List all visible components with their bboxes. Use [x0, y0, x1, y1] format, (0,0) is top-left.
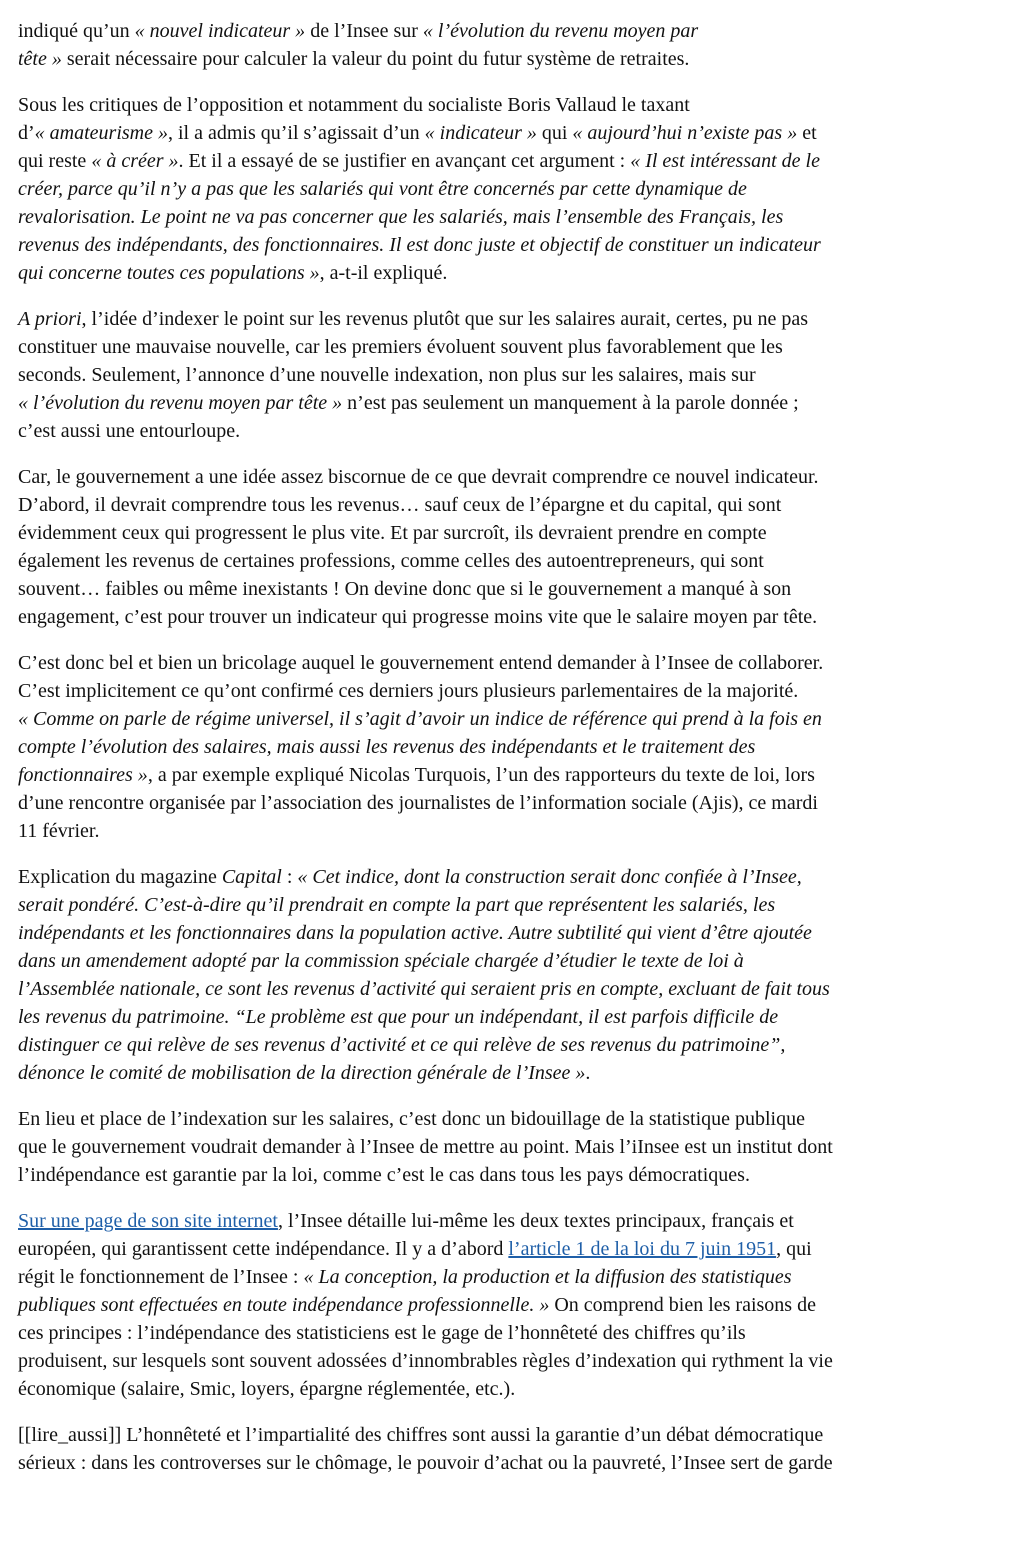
italic-text: « La conception, la production et la diffusion des statistiques	[303, 1266, 792, 1288]
paragraph	[18, 863, 1016, 1087]
text-run: européen, qui garantissent cette indépendance. Il y a d’abord	[18, 1238, 509, 1260]
italic-text: A priori	[18, 308, 82, 330]
inline-link[interactable]: l’article 1 de la loi du 7 juin 1951	[508, 1238, 777, 1260]
italic-text: indépendants et les fonctionnaires dans la population active. Autre subtilité qui vient d’être ajoutée	[18, 922, 812, 944]
text-run: sérieux : dans les controverses sur le chômage, le pouvoir d’achat ou la pauvreté, l’Insee sert de garde	[18, 1452, 833, 1474]
paragraph	[18, 463, 1016, 631]
paragraph	[18, 1105, 1016, 1189]
text-run: produisent, sur lesquels sont souvent adossées d’innombrables règles d’indexation qui rythment la vie	[18, 1350, 833, 1372]
italic-text: « Cet indice, dont la construction serait donc confiée à l’Insee,	[297, 866, 802, 888]
italic-text: qui concerne toutes ces populations »	[18, 262, 320, 284]
italic-text: « aujourd’hui n’existe pas »	[572, 122, 798, 144]
text-run: [[lire_aussi]] L’honnêteté et l’impartialité des chiffres sont aussi la garantie d’un débat démocratique	[18, 1424, 824, 1446]
text-run: économique (salaire, Smic, loyers, épargne réglementée, etc.).	[18, 1378, 516, 1400]
italic-text: « à créer »	[91, 150, 179, 172]
italic-text: dénonce le comité de mobilisation de la direction générale de l’Insee »	[18, 1062, 586, 1084]
italic-text: revalorisation. Le point ne va pas concerner que les salariés, mais l’ensemble des Français, les	[18, 206, 784, 228]
text-run: D’abord, il devrait comprendre tous les revenus… sauf ceux de l’épargne et du capital, qui sont	[18, 494, 782, 516]
text-run: En lieu et place de l’indexation sur les salaires, c’est donc un bidouillage de la statistique publique	[18, 1108, 805, 1130]
text-run: d’	[18, 122, 35, 144]
text-run: n’est pas seulement un manquement à la parole donnée ;	[342, 392, 799, 414]
text-run: souvent… faibles ou même inexistants ! On devine donc que si le gouvernement a manqué à son	[18, 578, 792, 600]
text-run: l’indépendance est garantie par la loi, comme c’est le cas dans tous les pays démocratiques.	[18, 1164, 750, 1186]
text-run: , a-t-il expliqué.	[319, 262, 448, 284]
text-run: régit le fonctionnement de l’Insee :	[18, 1266, 304, 1288]
text-run: c’est aussi une entourloupe.	[18, 420, 241, 442]
text-run: , l’Insee détaille lui-même les deux textes principaux, français et	[277, 1210, 794, 1232]
italic-text: tête »	[18, 48, 62, 70]
inline-link[interactable]: Sur une page de son site internet	[18, 1210, 278, 1232]
text-run: , qui	[776, 1238, 812, 1260]
text-run: évidemment ceux qui progressent le plus vite. Et par surcroît, ils devraient prendre en compte	[18, 522, 767, 544]
italic-text: « nouvel indicateur »	[134, 20, 306, 42]
paragraph	[18, 649, 1016, 845]
italic-text: dans un amendement adopté par la commission spéciale chargée d’étudier le texte de loi à	[18, 950, 744, 972]
italic-text: Capital	[221, 866, 282, 888]
italic-text: les revenus du patrimoine. “Le problème est que pour un indépendant, il est parfois difficile de	[18, 1006, 779, 1028]
paragraph	[18, 305, 1016, 445]
text-run: ces principes : l’indépendance des statisticiens est le gage de l’honnêteté des chiffres qu’ils	[18, 1322, 746, 1344]
italic-text: « Il est intéressant de le	[630, 150, 820, 172]
text-run: Explication du magazine	[18, 866, 222, 888]
text-run: , il a admis qu’il s’agissait d’un	[168, 122, 425, 144]
text-run: serait nécessaire pour calculer la valeur du point du futur système de retraites.	[61, 48, 690, 70]
italic-text: l’Assemblée nationale, ce sont les revenus d’activité qui seraient pris en compte, excluant de fait tous	[18, 978, 830, 1000]
italic-text: distinguer ce qui relève de ses revenus d’activité et ce qui relève de ses revenus du patrimoine”,	[18, 1034, 786, 1056]
paragraph	[18, 17, 1016, 73]
text-run: qui reste	[18, 150, 92, 172]
paragraph	[18, 1207, 1016, 1403]
text-run: que le gouvernement voudrait demander à l’Insee de mettre au point. Mais l’iInsee est un institut dont	[18, 1136, 833, 1158]
italic-text: serait pondéré. C’est-à-dire qu’il prendrait en compte la part que représentent les salariés, les	[18, 894, 776, 916]
text-run: , a par exemple expliqué Nicolas Turquois, l’un des rapporteurs du texte de loi, lors	[147, 764, 815, 786]
italic-text: « Comme on parle de régime universel, il s’agit d’avoir un indice de référence qui prend à la fois en	[18, 708, 822, 730]
paragraph	[18, 1421, 1016, 1477]
text-run: :	[281, 866, 298, 888]
text-run: 11 février.	[18, 820, 100, 842]
italic-text: « l’évolution du revenu moyen par tête »	[18, 392, 343, 414]
paragraph	[18, 91, 1016, 287]
italic-text: créer, parce qu’il n’y a pas que les salariés qui vont être concernés par cette dynamique de	[18, 178, 747, 200]
text-run: Car, le gouvernement a une idée assez biscornue de ce que devrait comprendre ce nouvel indicateur.	[18, 466, 819, 488]
italic-text: « l’évolution du revenu moyen par	[422, 20, 699, 42]
text-run: d’une rencontre organisée par l’association des journalistes de l’information sociale (Ajis), ce mardi	[18, 792, 818, 814]
text-run: qui	[536, 122, 573, 144]
text-run: . Et il a essayé de se justifier en avançant cet argument :	[178, 150, 631, 172]
text-run: .	[585, 1062, 591, 1084]
italic-text: publiques sont effectuées en toute indépendance professionnelle. »	[18, 1294, 550, 1316]
text-run: seconds. Seulement, l’annonce d’une nouvelle indexation, non plus sur les salaires, mais sur	[18, 364, 756, 386]
italic-text: revenus des indépendants, des fonctionnaires. Il est donc juste et objectif de constituer un indicateur	[18, 234, 821, 256]
italic-text: fonctionnaires »	[18, 764, 148, 786]
article-body	[18, 17, 1016, 1477]
text-run: indiqué qu’un	[18, 20, 135, 42]
text-run: de l’Insee sur	[305, 20, 423, 42]
text-run: C’est implicitement ce qu’ont confirmé ces derniers jours plusieurs parlementaires de la majorité.	[18, 680, 799, 702]
text-run: constituer une mauvaise nouvelle, car les premiers évoluent souvent plus favorablement que les	[18, 336, 783, 358]
text-run: également les revenus de certaines professions, comme celles des autoentrepreneurs, qui sont	[18, 550, 764, 572]
text-run: et	[797, 122, 817, 144]
italic-text: « amateurisme »	[34, 122, 168, 144]
text-run: C’est donc bel et bien un bricolage auquel le gouvernement entend demander à l’Insee de collaborer.	[18, 652, 824, 674]
italic-text: compte l’évolution des salaires, mais aussi les revenus des indépendants et le traitement des	[18, 736, 756, 758]
text-run: Sous les critiques de l’opposition et notamment du socialiste Boris Vallaud le taxant	[18, 94, 690, 116]
text-run: , l’idée d’indexer le point sur les revenus plutôt que sur les salaires aurait, certes, pu ne pas	[81, 308, 808, 330]
text-run: On comprend bien les raisons de	[549, 1294, 816, 1316]
text-run: engagement, c’est pour trouver un indicateur qui progresse moins vite que le salaire moyen par tête.	[18, 606, 818, 628]
italic-text: « indicateur »	[424, 122, 537, 144]
